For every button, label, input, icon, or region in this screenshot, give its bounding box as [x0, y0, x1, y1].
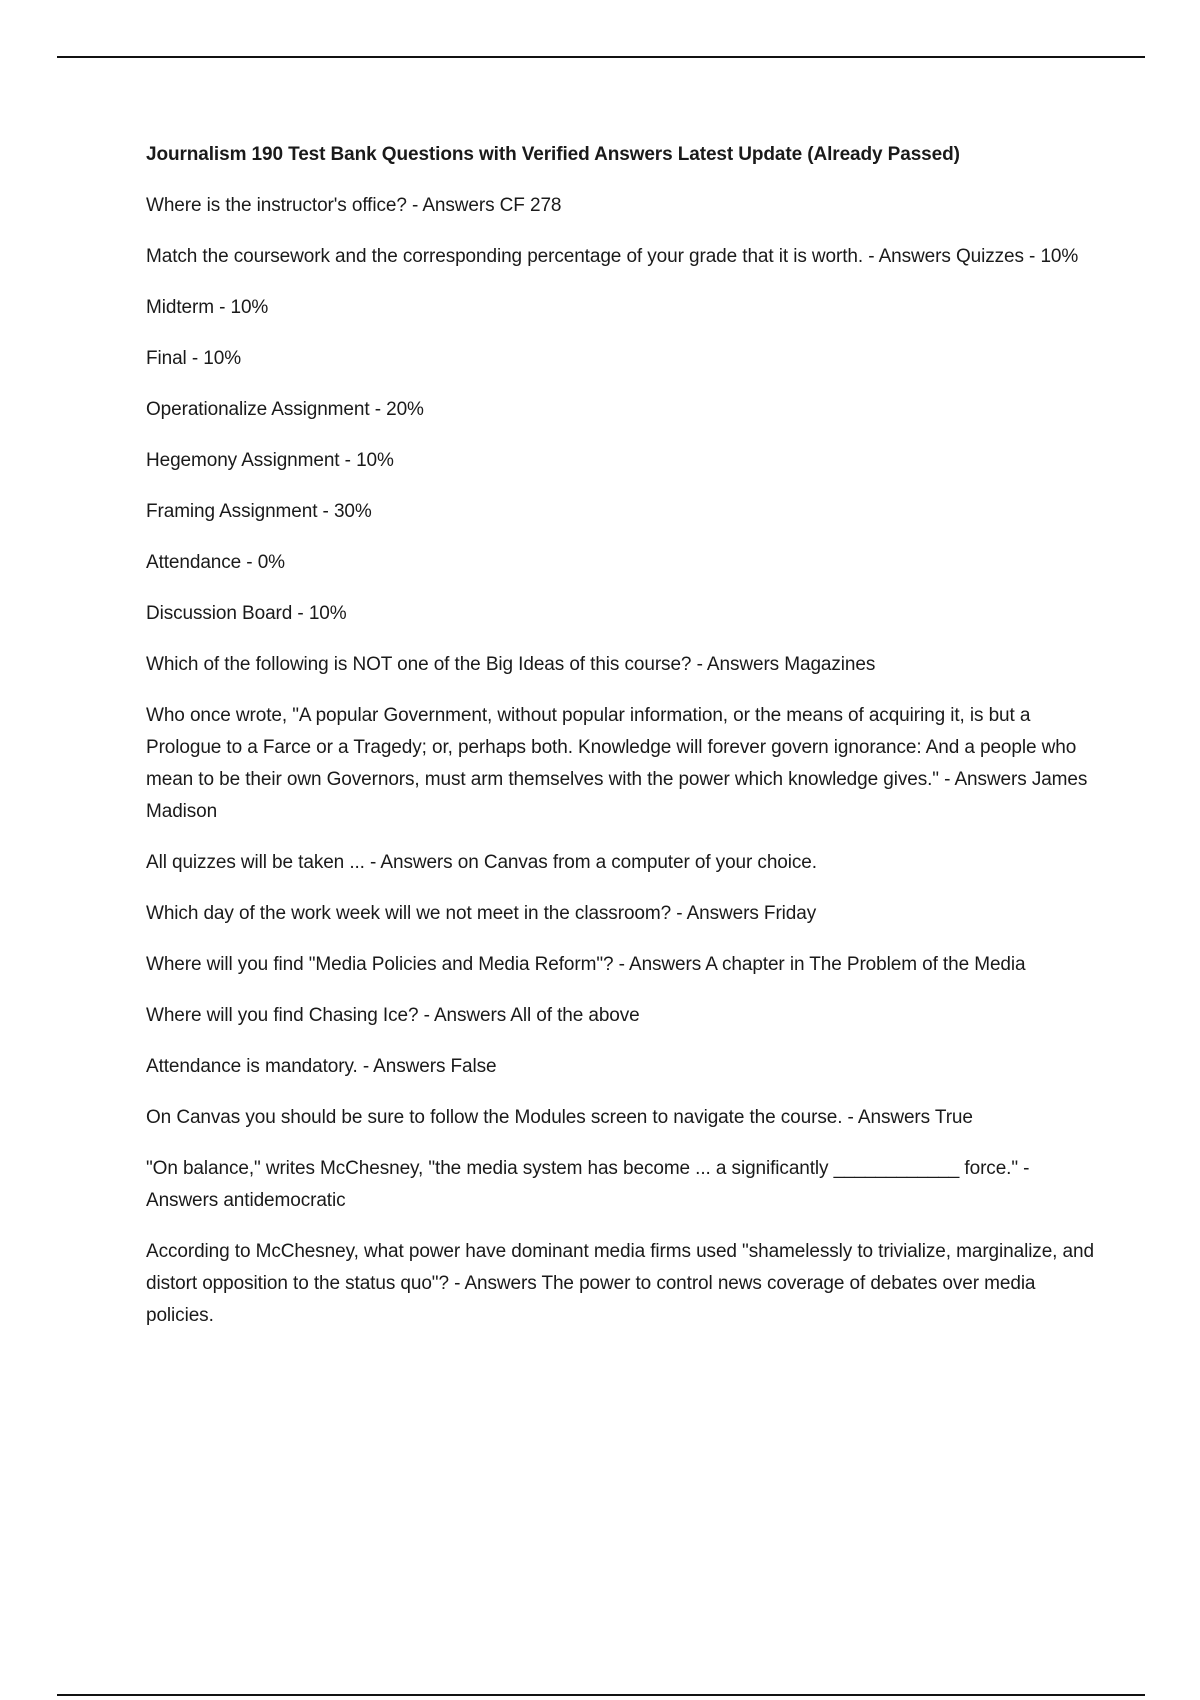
qa-chasing-ice: Where will you find Chasing Ice? - Answers All of the above: [146, 1005, 640, 1026]
qa-big-ideas: Which of the following is NOT one of the Big Ideas of this course? - Answers Magazines: [146, 654, 876, 675]
qa-canvas-modules: On Canvas you should be sure to follow the Modules screen to navigate the course. - Answers True: [146, 1107, 973, 1128]
grade-item-discussion: Discussion Board - 10%: [146, 603, 347, 624]
grade-item-hegemony: Hegemony Assignment - 10%: [146, 450, 394, 471]
qa-quizzes: All quizzes will be taken ... - Answers on Canvas from a computer of your choice.: [146, 852, 817, 873]
bottom-divider: [57, 1694, 1145, 1696]
grade-item-midterm: Midterm - 10%: [146, 297, 269, 318]
qa-attendance-mandatory: Attendance is mandatory. - Answers False: [146, 1056, 497, 1077]
grade-item-framing: Framing Assignment - 30%: [146, 501, 372, 522]
document-body: [146, 140, 1094, 1351]
top-divider: [57, 56, 1145, 58]
qa-work-week: Which day of the work week will we not meet in the classroom? - Answers Friday: [146, 903, 817, 924]
grade-item-attendance: Attendance - 0%: [146, 552, 285, 573]
qa-media-policies: Where will you find "Media Policies and Media Reform"? - Answers A chapter in The Problem of the Media: [146, 954, 1026, 975]
qa-coursework-match: Match the coursework and the corresponding percentage of your grade that it is worth. - Answers Quizzes - 10%: [146, 246, 1079, 267]
grade-item-operationalize: Operationalize Assignment - 20%: [146, 399, 424, 420]
qa-mcchesney-power: According to McChesney, what power have dominant media firms used "shamelessly to trivialize, marginalize, and distort opposition to the status quo"? - Answers The power to control news coverage of debates over media policies.: [146, 1241, 1094, 1326]
document-title: Journalism 190 Test Bank Questions with Verified Answers Latest Update (Already Passed): [146, 144, 960, 165]
qa-madison-quote: Who once wrote, "A popular Government, without popular information, or the means of acquiring it, is but a Prologue to a Farce or a Tragedy; or, perhaps both. Knowledge will forever govern ignorance: And a people who mean to be their own Governors, must arm themselves with the power which knowledge gives." - Answers James Madison: [146, 705, 1088, 822]
qa-mcchesney-balance: "On balance," writes McChesney, "the media system has become ... a significantly ____________ force." - Answers antidemocratic: [146, 1158, 1030, 1211]
qa-instructor-office: Where is the instructor's office? - Answers CF 278: [146, 195, 562, 216]
grade-item-final: Final - 10%: [146, 348, 241, 369]
